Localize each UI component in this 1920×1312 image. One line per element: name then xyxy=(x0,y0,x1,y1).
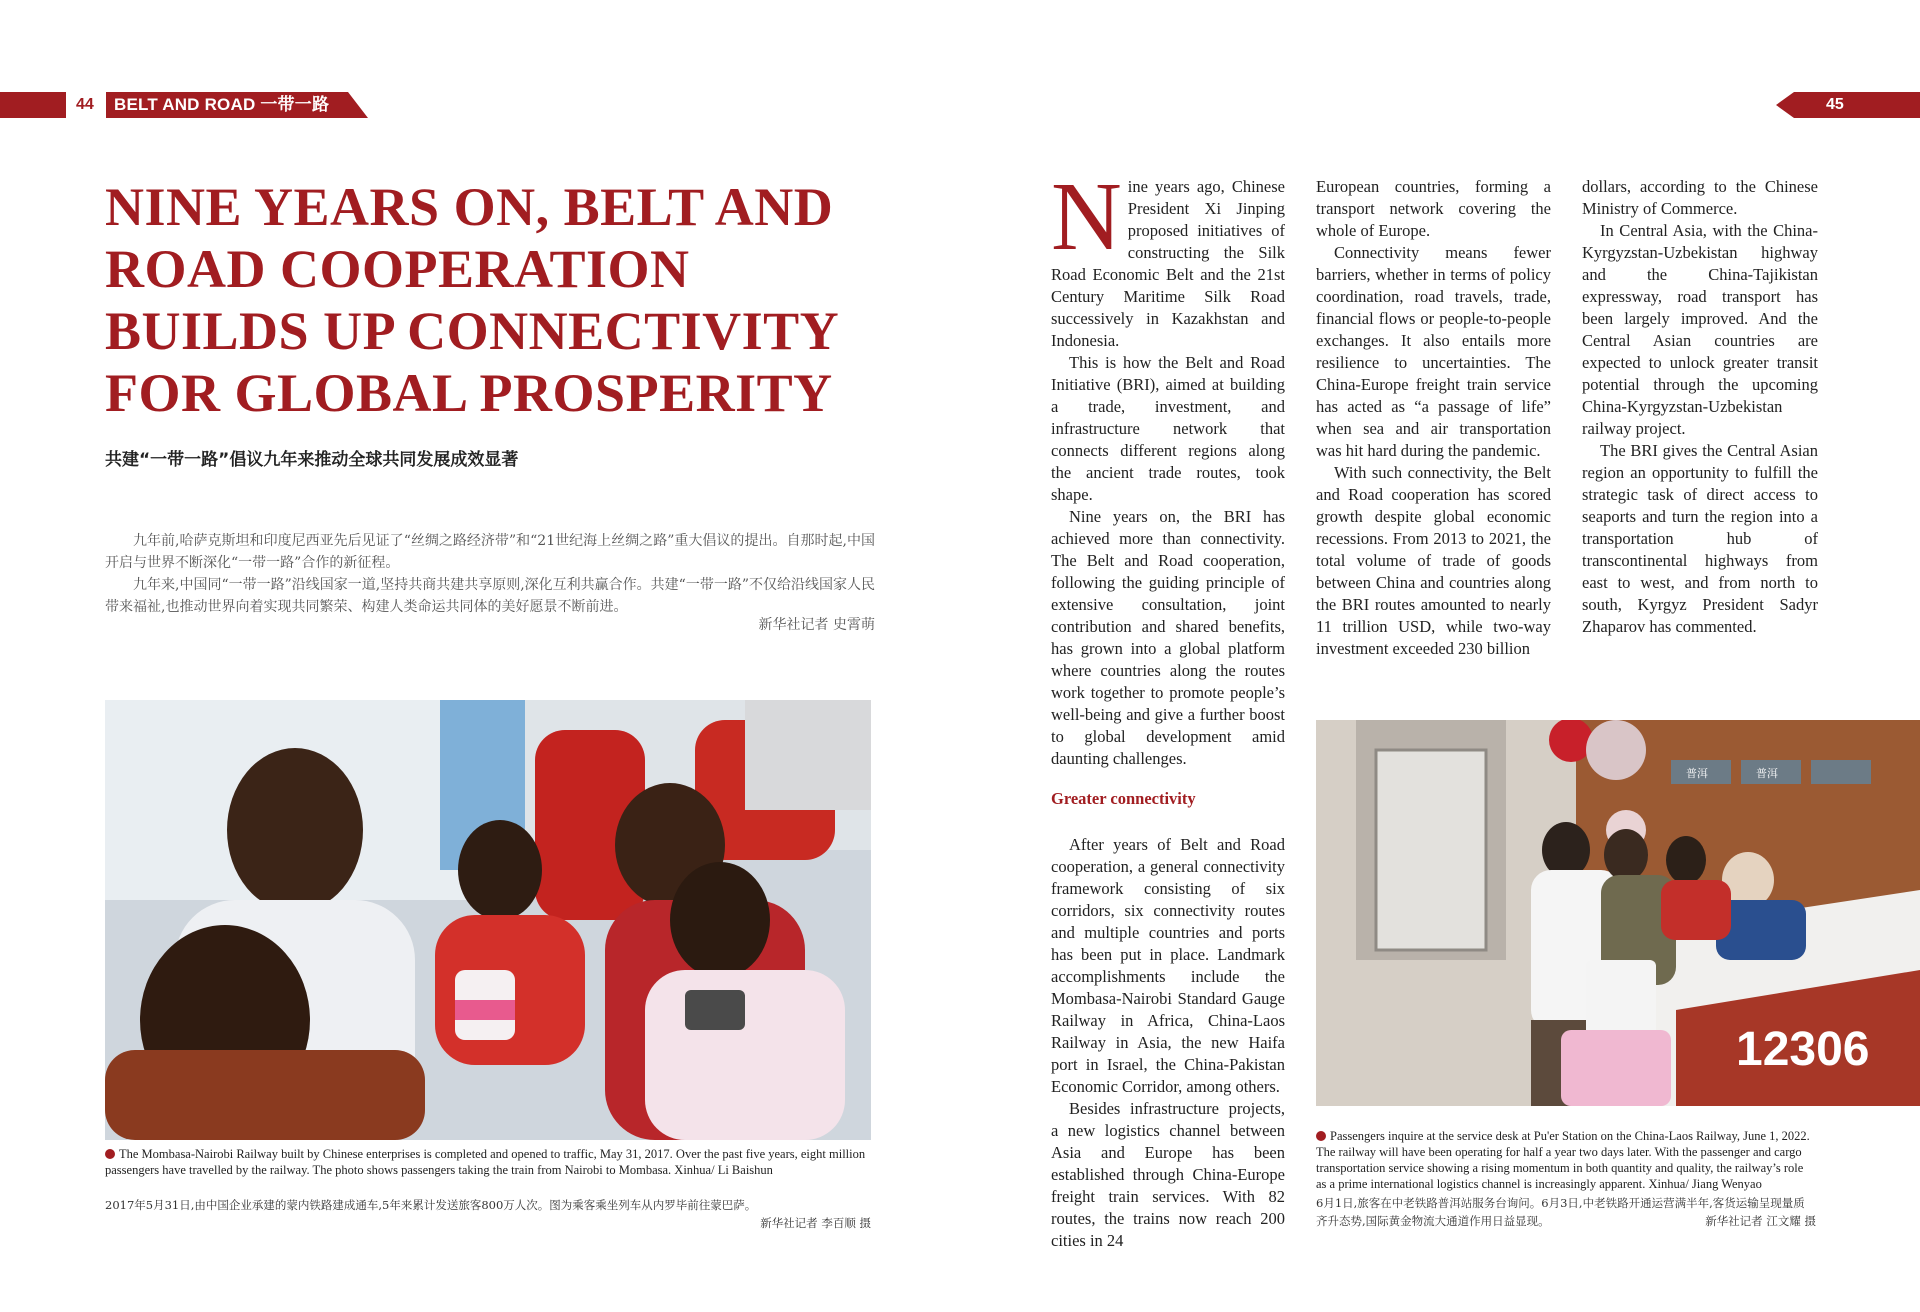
body-paragraph: With such connectivity, the Belt and Road cooperation has scored growth despite global economic recessions. From 2013 to 2021, the total volume of trade of goods between China and countries along the BRI routes amounted to nearly 11 trillion USD, while two-way investment exceeded 230 billion xyxy=(1316,463,1551,658)
chinese-subtitle: 共建“一带一路”倡议九年来推动全球共同发展成效显著 xyxy=(105,450,519,470)
photo2-caption-text: Passengers inquire at the service desk at Pu'er Station on the China-Laos Railway, June 1, 2022. The railway will have been operating for half a year two days later. With the passenger and cargo transportation service showing a rising momentum in both quantity and quality, the railway’s role as a prime international logistics channel is increasingly apparent. Xinhua/ Jiang Wenyao xyxy=(1316,1129,1810,1191)
right-page-number: 45 xyxy=(1826,96,1844,113)
train-passengers-photo xyxy=(105,700,871,1140)
body-paragraph: European countries, forming a transport network covering the whole of Europe. xyxy=(1316,177,1551,240)
body-column-2 xyxy=(1316,176,1551,660)
body-paragraph: This is how the Belt and Road Initiative (BRI), aimed at building a trade, investment, and infrastructure network that connects different regions along the ancient trade routes, took shape. xyxy=(1051,353,1285,504)
photo2-caption xyxy=(1316,1128,1816,1192)
section-label: BELT AND ROAD 一带一路 xyxy=(114,95,330,114)
body-paragraph: The BRI gives the Central Asian region an opportunity to fulfill the strategic task of direct access to seaports and turn the region into a transportation hub of transcontinental highways from east to west, and from north to south, Kyrgyz President Sadyr Zhaparov has commented. xyxy=(1582,441,1818,636)
photo1-caption-zh: 2017年5月31日,由中国企业承建的蒙内铁路建成通车,5年来累计发送旅客800万人次。图为乘客乘坐列车从内罗毕前往蒙巴萨。 xyxy=(105,1198,757,1212)
chinese-byline: 新华社记者 史霄萌 xyxy=(758,617,875,633)
photo1-caption xyxy=(105,1146,871,1178)
body-paragraph: Connectivity means fewer barriers, whether in terms of policy coordination, road travels, trade, financial flows or people-to-people exchanges. It also entails more resilience to uncertainties. The China-Europe freight train service has acted as “a passage of life” when sea and air transportation was hit hard during the pandemic. xyxy=(1316,243,1551,460)
photo2-credit: 新华社记者 江文耀 摄 xyxy=(1705,1214,1816,1228)
photo1-credit: 新华社记者 李百顺 摄 xyxy=(760,1216,871,1230)
body-column-1-lower xyxy=(1051,834,1285,1252)
body-column-1 xyxy=(1051,163,1285,770)
title-line: ROAD COOPERATION xyxy=(105,239,690,299)
title-line: FOR GLOBAL PROSPERITY xyxy=(105,363,833,423)
body-paragraph: Nine years on, the BRI has achieved more than connectivity. The Belt and Road cooperation, following the guiding principle of extensive consultation, joint contribution and shared benefits, has grown into a global platform where countries along the routes work together to promote people’s well-being and give a further boost to global development amid daunting challenges. xyxy=(1051,507,1285,768)
drop-cap: N xyxy=(1051,163,1122,271)
body-paragraph xyxy=(1051,163,1285,352)
photo2-caption-zh xyxy=(1316,1194,1816,1230)
left-page-number: 44 xyxy=(66,92,106,118)
title-line: NINE YEARS ON, BELT AND xyxy=(105,177,834,237)
chinese-intro xyxy=(105,530,875,618)
station-service-desk-photo xyxy=(1316,720,1920,1106)
section-subhead: Greater connectivity xyxy=(1051,789,1196,808)
intro-paragraph: 九年前,哈萨克斯坦和印度尼西亚先后见证了“丝绸之路经济带”和“21世纪海上丝绸之路”重大倡议的提出。自那时起,中国开启与世界不断深化“一带一路”合作的新征程。 xyxy=(105,533,875,571)
body-paragraph: Besides infrastructure projects, a new logistics channel between Asia and Europe has been established through China-Europe freight train services. With 82 routes, the trains now reach 200 cities in 24 xyxy=(1051,1099,1285,1250)
station-sign: 普洱 xyxy=(1756,767,1778,780)
article-title xyxy=(105,176,905,424)
photo1-caption-text: The Mombasa-Nairobi Railway built by Chinese enterprises is completed and opened to traffic, May 31, 2017. Over the past five years, eight million passengers have travelled by the railway. The photo shows passengers taking the train from Nairobi to Mombasa. Xinhua/ Li Baishun xyxy=(105,1147,866,1177)
photo2-caption-zh-text: 6月1日,旅客在中老铁路普洱站服务台询问。6月3日,中老铁路开通运营满半年,客货运输呈现量质齐升态势,国际黄金物流大通道作用日益显现。 xyxy=(1316,1196,1805,1228)
body-paragraph-text: ine years ago, Chinese President Xi Jinping proposed initiatives of constructing the Silk Road Economic Belt and the 21st Century Maritime Silk Road successively in Kazakhstan and Indonesia. xyxy=(1051,177,1285,350)
body-column-3 xyxy=(1582,176,1818,638)
station-sign: 普洱 xyxy=(1686,767,1708,780)
desk-number: 12306 xyxy=(1736,1023,1870,1076)
body-paragraph: dollars, according to the Chinese Ministry of Commerce. xyxy=(1582,177,1818,218)
camera-icon xyxy=(105,1149,115,1159)
body-paragraph: In Central Asia, with the China-Kyrgyzstan-Uzbekistan highway and the China-Tajikistan expressway, road transport has been largely improved. And the Central Asian countries are expected to unlock greater transit potential through the upcoming China-Kyrgyzstan-Uzbekistan railway project. xyxy=(1582,221,1818,438)
title-line: BUILDS UP CONNECTIVITY xyxy=(105,301,840,361)
intro-paragraph: 九年来,中国同“一带一路”沿线国家一道,坚持共商共建共享原则,深化互利共赢合作。共建“一带一路”不仅给沿线国家人民带来福祉,也推动世界向着实现共同繁荣、构建人类命运共同体的美好愿景不断前进。 xyxy=(105,577,875,615)
camera-icon xyxy=(1316,1131,1326,1141)
body-paragraph: After years of Belt and Road cooperation, a general connectivity framework consisting of six corridors, six connectivity routes and multiple countries and ports has been put in place. Landmark accomplishments include the Mombasa-Nairobi Standard Gauge Railway in Africa, China-Laos Railway in Asia, the new Haifa port in Israel, the China-Pakistan Economic Corridor, among others. xyxy=(1051,835,1285,1096)
